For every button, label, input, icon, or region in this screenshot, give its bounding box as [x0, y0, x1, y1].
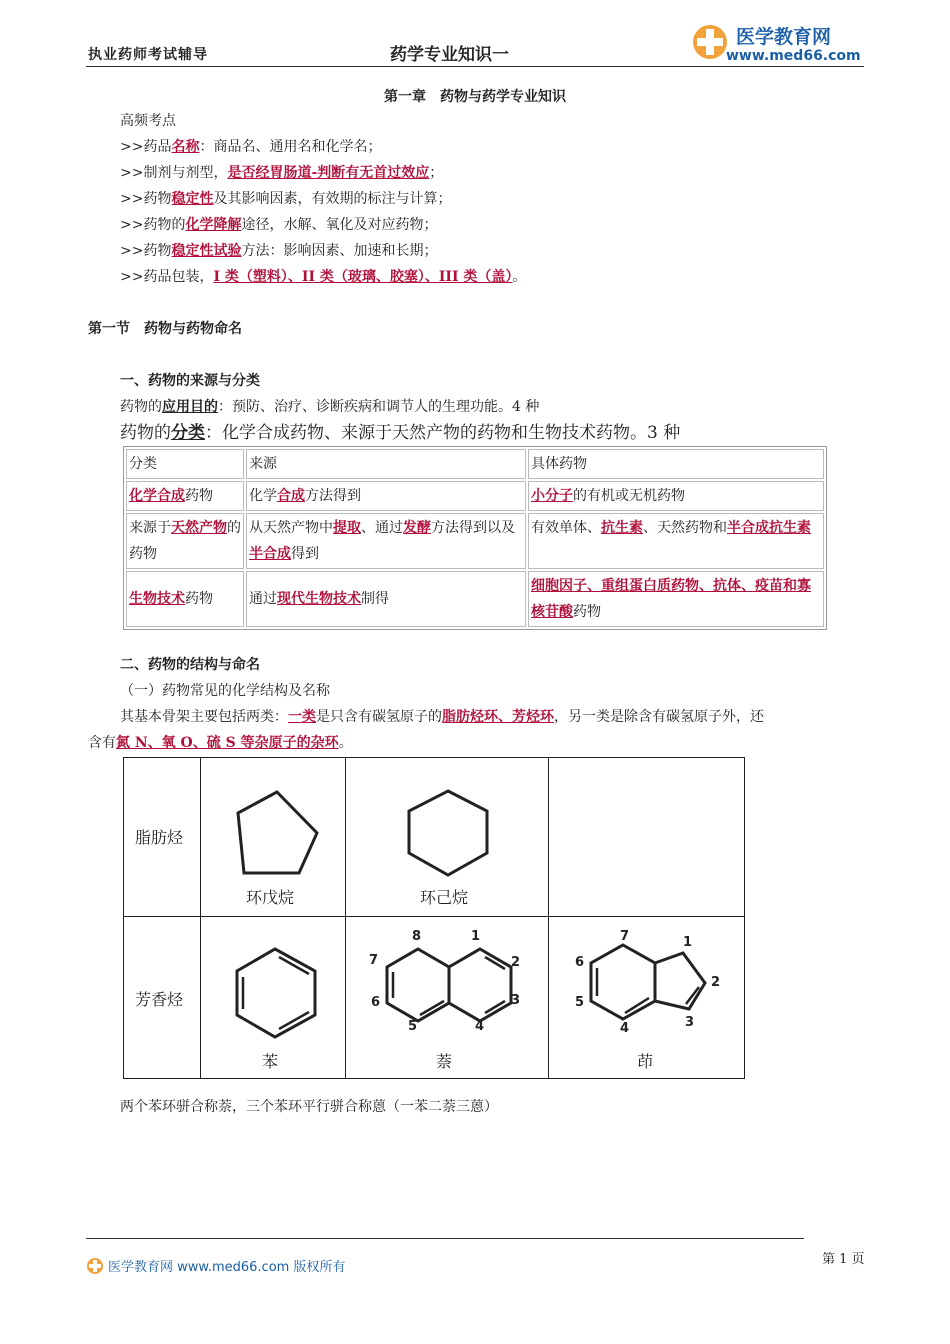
text-segment: >>制剂与剂型， — [120, 165, 228, 181]
table-header-cell: 分类 — [126, 449, 244, 479]
highlighted-term: 发酵 — [403, 520, 431, 536]
text-segment: 的药物 — [129, 520, 241, 562]
text-segment: 的有机或无机药物 — [573, 488, 685, 504]
header-center-title: 药学专业知识一 — [390, 45, 509, 65]
benzene-ring — [237, 949, 315, 1037]
structure-drawings — [123, 757, 745, 1079]
site-logo[interactable] — [690, 20, 870, 66]
section-title: 第一节 药物与药物命名 — [88, 321, 242, 337]
table-cell — [528, 513, 824, 569]
text-segment: >>药品包装， — [120, 269, 214, 285]
table-cell — [126, 481, 244, 511]
table-cell — [126, 571, 244, 627]
table-row — [126, 571, 824, 627]
aliphatic-label: 脂肪烃 — [135, 828, 184, 847]
subheading: （一）药物常见的化学结构及名称 — [120, 683, 330, 699]
table-row — [126, 481, 824, 511]
position-number: 2 — [511, 955, 521, 970]
position-number: 6 — [371, 995, 381, 1010]
header-left-title: 执业药师考试辅导 — [88, 47, 208, 63]
highlighted-term: 提取 — [333, 520, 361, 536]
text-segment: 来源于 — [129, 520, 171, 536]
position-number: 7 — [620, 929, 630, 944]
purpose-line — [120, 394, 539, 420]
text-segment: 途径，水解、氧化及对应药物； — [241, 217, 438, 233]
position-number: 1 — [471, 929, 481, 944]
chemical-structures-figure — [123, 757, 745, 1079]
text-segment: ：预防、治疗、诊断疾病和调节人的生理功能。4 种 — [218, 399, 540, 415]
page-number: 第 1 页 — [822, 1252, 865, 1267]
table-cell — [246, 513, 526, 569]
highlighted-term: 是否经胃肠道-判断有无首过效应 — [227, 165, 430, 181]
indene-benzene-ring — [591, 945, 655, 1019]
highlighted-term: 生物技术 — [129, 591, 185, 607]
highlighted-term: 小分子 — [531, 488, 573, 504]
chapter-title: 第一章 药物与药学专业知识 — [384, 89, 566, 105]
text-segment: 方法：影响因素、加速和长期； — [241, 243, 438, 259]
naphthalene-right-ring — [449, 949, 511, 1021]
text-segment: >>药物 — [120, 191, 172, 207]
text-segment: 得到 — [291, 546, 319, 562]
text-segment: 方法得到以及 — [431, 520, 515, 536]
position-number: 6 — [575, 955, 585, 970]
paragraph-line — [88, 730, 353, 756]
emphasized-term: 应用目的 — [162, 399, 218, 415]
key-point-line — [120, 212, 437, 238]
footer-text: 医学教育网 www.med66.com 版权所有 — [108, 1260, 346, 1275]
highlighted-term: 现代生物技术 — [277, 591, 361, 607]
text-segment: 方法得到 — [305, 488, 361, 504]
paragraph-line — [120, 704, 764, 730]
indene-label: 茚 — [637, 1052, 654, 1071]
header-divider — [86, 66, 864, 67]
footer-divider — [86, 1238, 804, 1239]
position-number: 8 — [412, 929, 422, 944]
logo-text: 医学教育网 — [736, 26, 832, 48]
text-segment: 及其影响因素，有效期的标注与计算； — [213, 191, 452, 207]
naphthalene-left-ring — [387, 949, 449, 1021]
position-number: 5 — [575, 995, 585, 1010]
subsection-title: 一、药物的来源与分类 — [120, 373, 260, 389]
key-point-line — [120, 134, 381, 160]
table-cell — [528, 481, 824, 511]
text-segment: >>药品 — [120, 139, 172, 155]
text-segment: 制得 — [361, 591, 389, 607]
highlighted-term: 稳定性试验 — [171, 243, 242, 259]
emphasized-term: 分类 — [171, 423, 205, 443]
highlighted-term: 名称 — [171, 139, 200, 155]
highlighted-term: 半合成抗生素 — [727, 520, 811, 536]
text-segment: 化学 — [249, 488, 277, 504]
highlighted-term: 稳定性 — [171, 191, 214, 207]
highlighted-term: 半合成 — [249, 546, 291, 562]
position-number: 2 — [711, 975, 721, 990]
table-header-row — [126, 449, 824, 479]
highlighted-term: 化学降解 — [185, 217, 242, 233]
position-number: 3 — [685, 1015, 695, 1030]
highlighted-term: 氮 N、氧 O、硫 S 等杂原子的杂环 — [116, 735, 339, 751]
cross-logo-icon — [86, 1257, 104, 1275]
highlighted-term: 脂肪烃环、芳烃环 — [442, 709, 554, 725]
cross-logo-icon — [690, 22, 730, 62]
aromatic-label: 芳香烃 — [135, 990, 184, 1009]
cyclohexane-ring — [409, 791, 487, 875]
text-segment: 有效单体、 — [531, 520, 601, 536]
table-cell — [126, 513, 244, 569]
drug-classification-table — [123, 446, 827, 630]
highlighted-term: 化学合成 — [129, 488, 185, 504]
text-segment: 、天然药物和 — [643, 520, 727, 536]
text-segment: 从天然产物中 — [249, 520, 333, 536]
text-segment: 药物的 — [120, 399, 162, 415]
cyclopentane-ring — [238, 792, 317, 873]
table-row — [126, 513, 824, 569]
classification-line — [120, 420, 680, 446]
table-header-cell: 来源 — [246, 449, 526, 479]
text-segment: >>药物的 — [120, 217, 186, 233]
table-cell — [246, 571, 526, 627]
position-number: 3 — [511, 993, 521, 1008]
position-number: 7 — [369, 953, 379, 968]
text-segment: 药物 — [185, 488, 213, 504]
naphthalene-label: 萘 — [436, 1052, 453, 1071]
key-point-line — [120, 238, 437, 264]
text-segment: 通过 — [249, 591, 277, 607]
highlighted-term: I 类（塑料）、II 类（玻璃、胶塞）、III 类（盖） — [213, 269, 513, 285]
text-segment: 药物 — [185, 591, 213, 607]
text-segment: 。 — [512, 269, 527, 285]
text-segment: >>药物 — [120, 243, 172, 259]
key-points-heading: 高频考点 — [120, 113, 176, 129]
key-point-line — [120, 160, 443, 186]
text-segment: 。 — [338, 735, 353, 751]
table-cell — [528, 571, 824, 627]
highlighted-term: 合成 — [277, 488, 305, 504]
position-number: 5 — [408, 1019, 418, 1034]
key-point-line — [120, 186, 451, 212]
text-segment: 含有 — [88, 735, 116, 751]
cyclopentane-label: 环戊烷 — [246, 888, 295, 907]
benzene-label: 苯 — [262, 1052, 279, 1071]
note-line: 两个苯环骈合称萘，三个苯环平行骈合称蒽（一苯二萘三蒽） — [120, 1099, 498, 1115]
table-cell — [246, 481, 526, 511]
text-segment: 其基本骨架主要包括两类： — [120, 709, 288, 725]
text-segment: ； — [429, 165, 444, 181]
footer-copyright[interactable] — [86, 1256, 345, 1275]
highlighted-term: 抗生素 — [601, 520, 643, 536]
text-segment: ，另一类是除含有碳氢原子外，还 — [554, 709, 764, 725]
position-number: 4 — [620, 1021, 630, 1036]
position-number: 1 — [683, 935, 693, 950]
text-segment: ：化学合成药物、来源于天然产物的药物和生物技术药物。3 种 — [205, 423, 681, 443]
highlighted-term: 细胞因子、重组蛋白质药物、抗体、疫苗和寡核苷酸 — [531, 578, 811, 620]
table-header-cell: 具体药物 — [528, 449, 824, 479]
highlighted-term: 天然产物 — [171, 520, 227, 536]
text-segment: ：商品名、通用名和化学名； — [199, 139, 382, 155]
text-segment: 是只含有碳氢原子的 — [316, 709, 442, 725]
indene-five-ring — [655, 953, 705, 1009]
subsection-title: 二、药物的结构与命名 — [120, 657, 260, 673]
position-number: 4 — [475, 1019, 485, 1034]
logo-url: www.med66.com — [726, 48, 861, 64]
text-segment: 药物 — [573, 604, 601, 620]
highlighted-term: 一类 — [288, 709, 316, 725]
text-segment: 、通过 — [361, 520, 403, 536]
key-point-line — [120, 264, 526, 290]
cyclohexane-label: 环己烷 — [420, 888, 469, 907]
text-segment: 药物的 — [120, 423, 171, 443]
